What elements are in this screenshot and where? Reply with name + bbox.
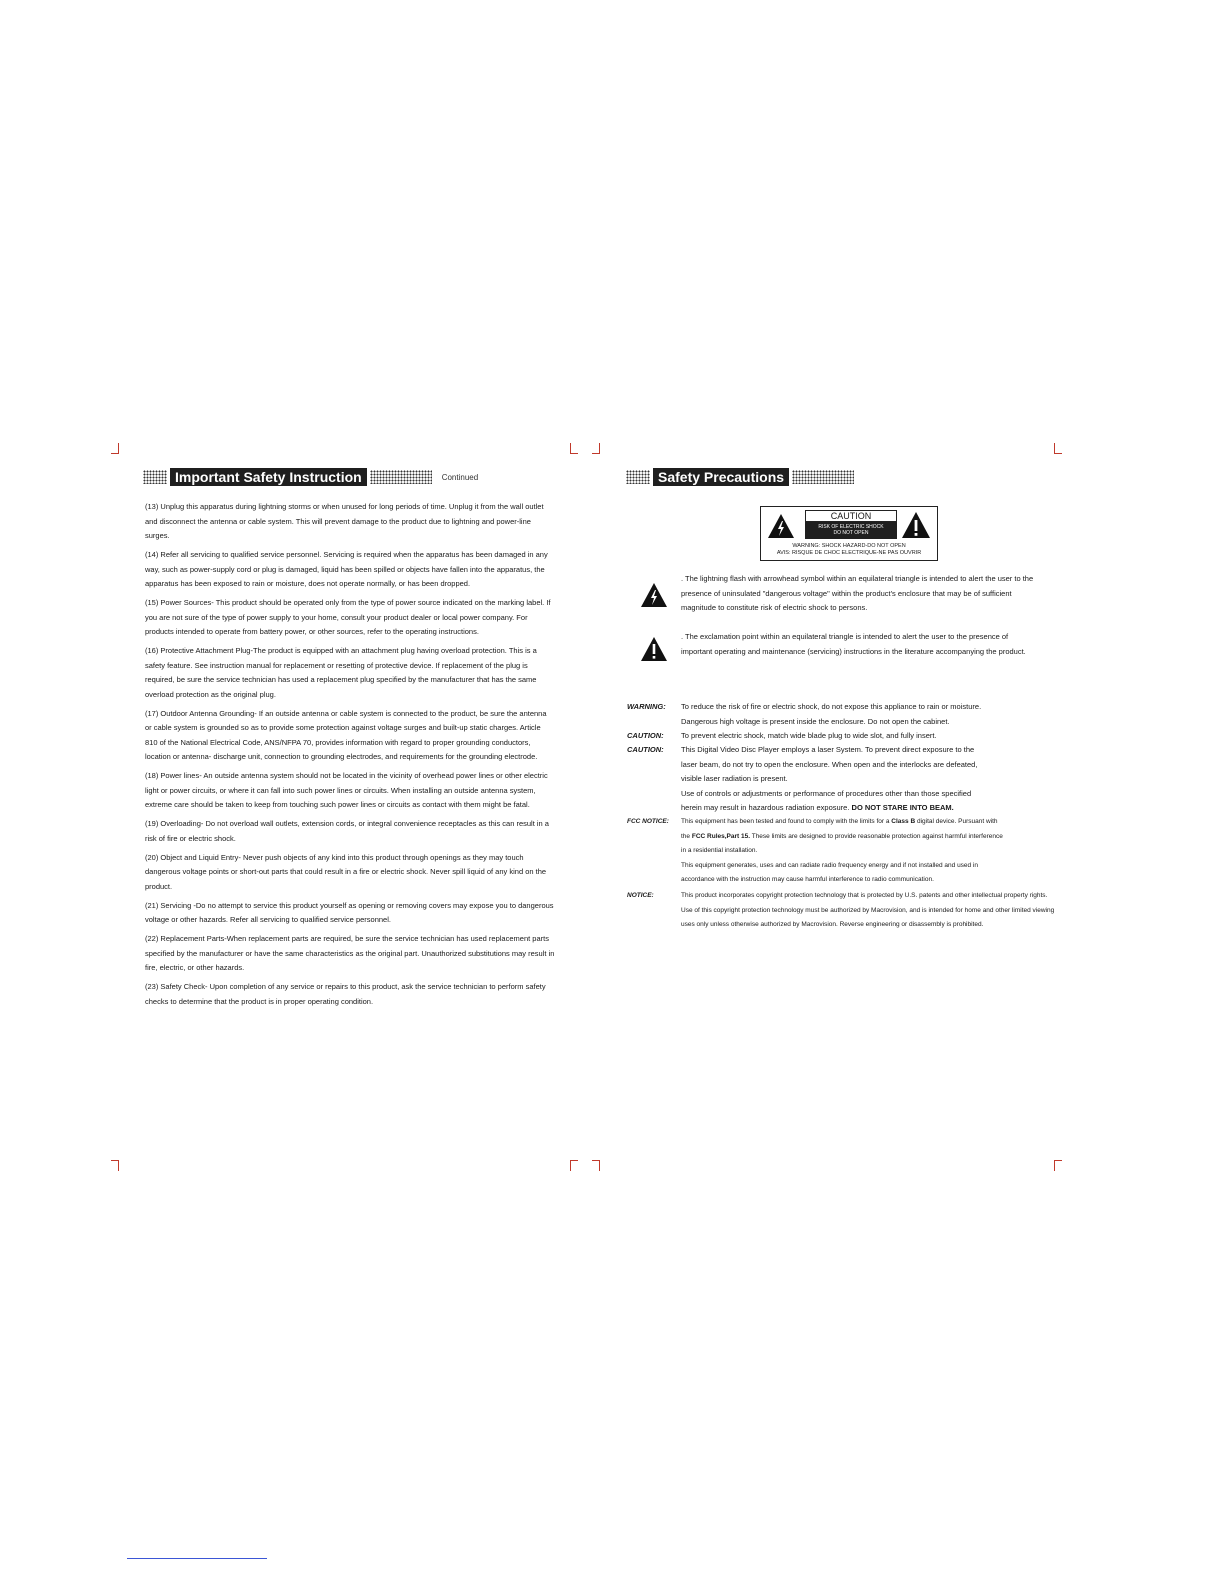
footer-rule: [127, 1558, 267, 1559]
crop-mark: [570, 443, 578, 454]
lightning-symbol-text: . The lightning flash with arrowhead symbol within an equilateral triangle is intended to alert the user to the presence of uninsulated "dangerous voltage" within the product's enclosure that may be of sufficient magnitude to constitute risk of electric shock to persons.: [681, 574, 1034, 612]
instruction-item-15: (15) Power Sources- This product should be operated only from the type of power source indicated on the marking label. If you are not sure of the type of power supply to your home, consult your product dealer or local power company. For products intended to operate from battery power, or other sources, refer to the operating instructions.: [145, 598, 551, 636]
warning-label: WARNING:: [627, 702, 666, 711]
caution-line-text: herein may result in hazardous radiation exposure.: [681, 803, 850, 812]
safety-instruction-list: [145, 500, 555, 1014]
caution-label: CAUTION:: [627, 731, 664, 740]
crop-mark: [570, 1160, 578, 1171]
shock-hazard-warning: [761, 543, 937, 557]
notice-label: NOTICE:: [627, 892, 654, 899]
lightning-warning-icon: [640, 582, 668, 608]
crop-mark: [592, 443, 600, 454]
crop-mark: [111, 1160, 119, 1171]
instruction-item-18: (18) Power lines- An outside antenna system should not be located in the vicinity of overhead power lines or other electric light or power circuits, or where it can fall into such power lines or circuits. When installing an outside antenna system, extreme care should be taken to keep from touching such power lines or circuits as contact with them might be fatal.: [145, 771, 548, 809]
do-not-stare-emphasis: DO NOT STARE INTO BEAM.: [851, 803, 954, 812]
caution-notice-laser: [627, 743, 1057, 816]
section-title: Important Safety Instruction: [170, 468, 367, 486]
warning-line: AVIS: RISQUE DE CHOC ELECTRIQUE-NE PAS OUVRIR: [776, 550, 922, 556]
caution-line: Use of controls or adjustments or performance of procedures other than those specified: [681, 788, 972, 798]
continued-label: Continued: [441, 472, 479, 482]
instruction-item-21: (21) Servicing -Do no attempt to service this product yourself as opening or removing covers may expose you to dangerous voltage or other hazards. Refer all servicing to qualified service personnel.: [145, 900, 554, 924]
caution-line: [681, 801, 1056, 816]
instruction-item-20: (20) Object and Liquid Entry- Never push objects of any kind into this product through openings as they may touch dangerous voltage points or short-out parts that could result in a fire or electric shock. Never spill liquid of any kind on the product.: [145, 852, 547, 891]
instruction-item-19: (19) Overloading- Do not overload wall outlets, extension cords, or integral convenience receptacles as this can result in a risk of fire or electric shock.: [145, 819, 549, 843]
crop-mark: [1054, 443, 1062, 454]
crop-mark: [1054, 1160, 1062, 1171]
warning-notice: [627, 700, 1057, 729]
lightning-symbol-note: [640, 572, 1040, 616]
section-title: Safety Precautions: [653, 468, 789, 486]
risk-of-shock-banner: [805, 522, 897, 539]
caution-heading: CAUTION: [805, 510, 897, 522]
crop-mark: [592, 1160, 600, 1171]
instruction-item-13: (13) Unplug this apparatus during lightning storms or when unused for long periods of time. Unplug it from the wall outlet and disconnect the antenna or cable system. This will prevent damage to the product due to lightning and power-line surges.: [145, 502, 544, 540]
dot-pattern: [370, 470, 432, 484]
caution-line: This Digital Video Disc Player employs a laser System. To prevent direct exposure to the: [681, 745, 975, 754]
fcc-notice: [627, 815, 1057, 889]
fcc-line: [681, 815, 1056, 830]
fcc-line-text: These limits are designed to provide reasonable protection against harmful interference: [750, 832, 1003, 840]
instruction-item-22: (22) Replacement Parts-When replacement parts are required, be sure the service technician has used replacement parts specified by the manufacturer or have the same characteristics as the original part. Unauthorized substitutions may result in fire, electric, or other hazards.: [145, 934, 555, 972]
dot-pattern: [143, 470, 167, 484]
instruction-item-23: (23) Safety Check- Upon completion of any service or repairs to this product, ask the service technician to perform safety checks to determine that the product is in proper operating condition.: [145, 982, 546, 1006]
fcc-rules-emphasis: FCC Rules,Part 15.: [691, 832, 751, 840]
caution-line: visible laser radiation is present.: [681, 774, 788, 783]
dot-pattern: [792, 470, 854, 484]
section-header-safety-precautions: [626, 468, 854, 486]
fcc-line: This equipment generates, uses and can radiate radio frequency energy and if not installed and used in: [681, 861, 979, 869]
exclamation-warning-icon: [901, 511, 931, 539]
fcc-line-text: digital device. Pursuant with: [916, 818, 998, 825]
fcc-notice-label: FCC NOTICE:: [627, 818, 669, 825]
exclamation-symbol-text: . The exclamation point within an equilateral triangle is intended to alert the user to the presence of important operating and maintenance (servicing) instructions in the literature accompanying the product.: [681, 632, 1026, 656]
fcc-notice-text: [681, 815, 1056, 888]
instruction-item-17: (17) Outdoor Antenna Grounding- If an outside antenna or cable system is connected to the product, be sure the antenna or cable system is grounded so as to provide some protection against voltage surges and built-up static charges. Article 810 of the National Electrical Code, ANS/NFPA 70, provides information with regard to proper grounding conductors, location or antenna- discharge unit, connection to grounding electrodes, and requirements for the grounding electrode.: [145, 708, 547, 761]
warning-line: WARNING: SHOCK HAZARD-DO NOT OPEN: [792, 543, 906, 549]
warning-line: To reduce the risk of fire or electric shock, do not expose this appliance to rain or moisture.: [681, 702, 982, 711]
risk-line: RISK OF ELECTRIC SHOCK: [818, 524, 884, 530]
caution-laser-text: [681, 743, 1056, 816]
fcc-line: [681, 830, 1056, 845]
crop-mark: [111, 443, 119, 454]
instruction-item-16: (16) Protective Attachment Plug-The product is equipped with an attachment plug having overload protection. This is a safety feature. See instruction manual for replacement or resetting of protective device. If replacement of the plug is required, be sure the service technician has used a replacement plug specified by the manufacturer that has the same overload protection as the original plug.: [145, 646, 537, 699]
fcc-line: accordance with the instruction may cause harmful interference to radio communication.: [681, 876, 934, 883]
exclamation-symbol-note: [640, 630, 1040, 674]
caution-notice-plug: [627, 729, 1057, 744]
macrovision-notice: [627, 889, 1057, 949]
class-b-emphasis: Class B: [891, 818, 916, 825]
instruction-item-14: (14) Refer all servicing to qualified service personnel. Servicing is required when the apparatus has been damaged in any way, such as power-supply cord or plug is damaged, liquid has been spilled or objects have fallen into the apparatus, the apparatus has been exposed to rain or moisture, does not operate normally, or has been dropped.: [145, 550, 548, 588]
warning-line: Dangerous high voltage is present inside the enclosure. Do not open the cabinet.: [681, 716, 950, 726]
caution-text: To prevent electric shock, match wide blade plug to wide slot, and fully insert.: [681, 731, 937, 740]
notice-text: This product incorporates copyright protection technology that is protected by U.S. patents and other intellectual property rights. Use of this copyright protection technology must be authorized by Macrovision, and is intended for home and other limited viewing uses only unless otherwise authorized by Macrovision. Reverse engineering or disassembly is prohibited.: [681, 892, 1055, 928]
caution-label: CAUTION:: [627, 745, 664, 754]
fcc-line-text: This equipment has been tested and found to comply with the limits for a: [681, 818, 890, 825]
lightning-warning-icon: [767, 513, 795, 539]
risk-line: DO NOT OPEN: [833, 530, 869, 536]
section-header-important-safety: [143, 468, 478, 486]
caution-label-box: [760, 506, 938, 561]
caution-line: laser beam, do not try to open the enclosure. When open and the interlocks are defeated,: [681, 759, 978, 769]
fcc-line: in a residential installation.: [681, 847, 758, 854]
exclamation-warning-icon: [640, 636, 668, 662]
dot-pattern: [626, 470, 650, 484]
fcc-line-text: the: [681, 832, 691, 840]
warning-text: [681, 700, 1056, 729]
